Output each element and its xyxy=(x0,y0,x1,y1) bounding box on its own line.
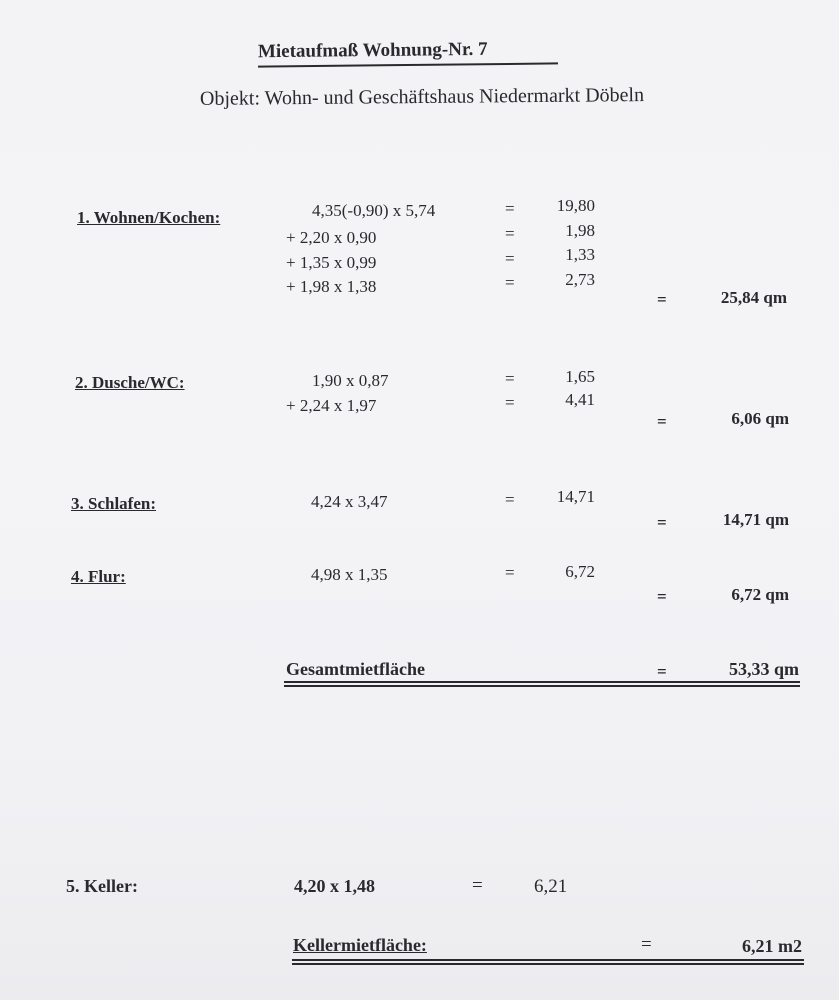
room1-formula-4: + 1,98 x 1,38 xyxy=(286,277,377,296)
room1-equals-2: = xyxy=(505,224,515,243)
room3-equals-1: = xyxy=(505,490,515,509)
kellermietflaeche-total: 6,21 m2 xyxy=(742,936,802,956)
room2-equals-1: = xyxy=(505,369,515,388)
keller-equals: = xyxy=(472,875,483,896)
room1-formula-2: + 2,20 x 0,90 xyxy=(286,228,377,247)
room4-total: 6,72 qm xyxy=(731,585,789,604)
room2-value-1: 1,65 xyxy=(565,367,595,386)
keller-label: 5. Keller: xyxy=(66,876,138,896)
room4-formula-1: 4,98 x 1,35 xyxy=(311,565,388,584)
room1-value-2: 1,98 xyxy=(565,221,595,240)
room4-total-equals: = xyxy=(657,587,667,606)
room1-equals-3: = xyxy=(505,249,515,268)
room1-value-4: 2,73 xyxy=(565,270,595,289)
gesamt-total: 53,33 qm xyxy=(728,659,799,679)
room2-value-2: 4,41 xyxy=(565,390,595,409)
gesamt-label: Gesamtmietfläche xyxy=(286,659,425,679)
room1-value-1: 19,80 xyxy=(556,196,595,215)
room1-value-3: 1,33 xyxy=(565,245,595,264)
keller-rule-2 xyxy=(292,963,804,965)
keller-formula: 4,20 x 1,48 xyxy=(294,876,375,896)
room4-equals-1: = xyxy=(505,563,515,582)
keller-rule-1 xyxy=(292,959,804,961)
room1-formula-3: + 1,35 x 0,99 xyxy=(286,253,377,272)
document-title: Mietaufmaß Wohnung-Nr. 7 xyxy=(257,38,488,63)
room1-equals-4: = xyxy=(505,273,515,292)
room-label-schlafen: 3. Schlafen: xyxy=(71,494,156,513)
room1-formula-1: 4,35(-0,90) x 5,74 xyxy=(312,201,436,220)
title-underline xyxy=(258,62,558,67)
room2-total-equals: = xyxy=(657,412,667,431)
room-label-dusche-wc: 2. Dusche/WC: xyxy=(75,373,185,392)
room2-equals-2: = xyxy=(505,393,515,412)
room4-value-1: 6,72 xyxy=(565,562,595,581)
room-label-wohnen-kochen: 1. Wohnen/Kochen: xyxy=(77,208,221,227)
room2-total: 6,06 qm xyxy=(731,409,789,428)
kellermietflaeche-label: Kellermietfläche: xyxy=(293,935,427,955)
kellermietflaeche-equals: = xyxy=(641,934,652,955)
room-label-flur: 4. Flur: xyxy=(71,567,126,586)
gesamt-rule-1 xyxy=(284,681,800,683)
room3-total-equals: = xyxy=(657,513,667,532)
keller-value: 6,21 xyxy=(534,876,568,897)
room3-total: 14,71 qm xyxy=(722,510,789,529)
room3-formula-1: 4,24 x 3,47 xyxy=(311,492,388,511)
room2-formula-1: 1,90 x 0,87 xyxy=(312,371,389,390)
room2-formula-2: + 2,24 x 1,97 xyxy=(286,396,377,415)
room3-value-1: 14,71 xyxy=(556,487,595,506)
document-subtitle: Objekt: Wohn- und Geschäftshaus Niedermarkt Döbeln xyxy=(199,84,645,110)
gesamt-rule-2 xyxy=(284,685,800,687)
room1-total: 25,84 qm xyxy=(720,288,787,307)
gesamt-equals: = xyxy=(657,662,667,681)
room1-equals-1: = xyxy=(505,199,515,218)
room1-total-equals: = xyxy=(657,290,667,309)
